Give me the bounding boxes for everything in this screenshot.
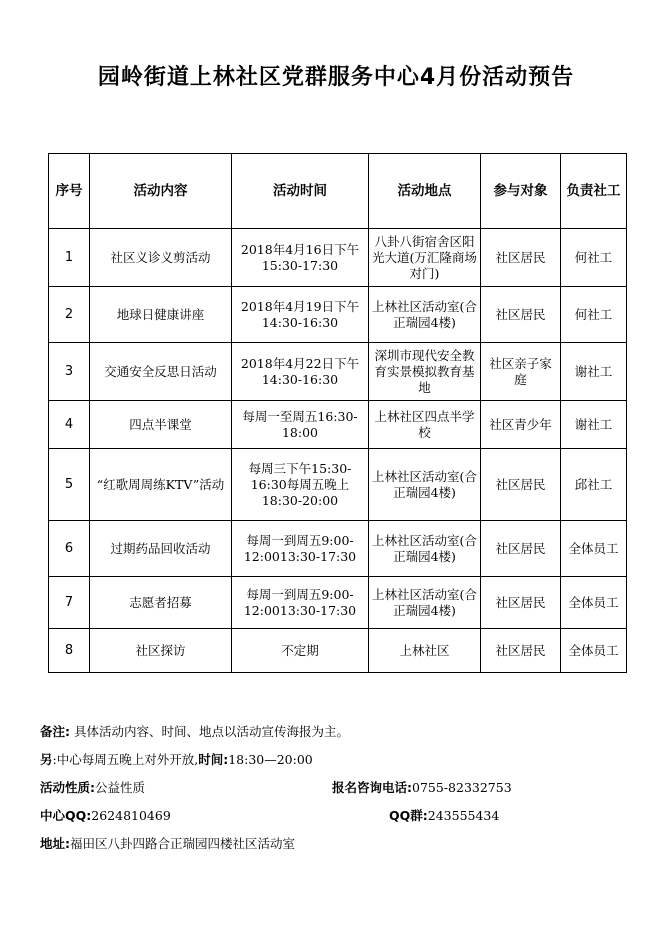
- nature-text: 公益性质: [95, 780, 146, 795]
- page-title: 园岭街道上林社区党群服务中心4月份活动预告: [97, 65, 575, 90]
- row-place: 上林社区活动室(合正瑞园4楼): [369, 577, 481, 629]
- table-row: [49, 577, 627, 629]
- row-time: 2018年4月19日下午14:30-16:30: [232, 287, 369, 343]
- address-label: 地址:: [40, 836, 70, 851]
- table-row: [49, 449, 627, 521]
- remark-label: 备注:: [40, 724, 70, 739]
- time-label: 时间:: [198, 752, 229, 767]
- row-staff: 何社工: [561, 229, 627, 287]
- row-place: 上林社区活动室(合正瑞园4楼): [369, 521, 481, 577]
- row-time: 每周三下午15:30-16:30每周五晚上18:30-20:00: [232, 449, 369, 521]
- table-row: [49, 287, 627, 343]
- table-row: [49, 343, 627, 401]
- row-staff: 全体员工: [561, 577, 627, 629]
- address-text: 福田区八卦四路合正瑞园四楼社区活动室: [70, 836, 296, 851]
- table-row: [49, 521, 627, 577]
- header-staff: 负责社工: [561, 154, 627, 229]
- address-line: [40, 830, 640, 858]
- qq-group-block: [389, 802, 499, 830]
- row-place: 上林社区活动室(合正瑞园4楼): [369, 287, 481, 343]
- row-staff: 全体员工: [561, 521, 627, 577]
- header-target: 参与对象: [481, 154, 561, 229]
- row-content: 地球日健康讲座: [90, 287, 232, 343]
- activity-table: [48, 153, 627, 673]
- row-staff: 何社工: [561, 287, 627, 343]
- row-time: 每周一到周五9:00-12:0013:30-17:30: [232, 577, 369, 629]
- time-text: 18:30—20:00: [228, 752, 313, 767]
- row-content: 社区义诊义剪活动: [90, 229, 232, 287]
- row-no: 7: [49, 577, 90, 629]
- header-no: 序号: [49, 154, 90, 229]
- row-target: 社区居民: [481, 577, 561, 629]
- row-place: 深圳市现代安全教育实景模拟教育基地: [369, 343, 481, 401]
- row-target: 社区居民: [481, 287, 561, 343]
- table-row: [49, 401, 627, 449]
- row-no: 8: [49, 629, 90, 673]
- header-time: 活动时间: [232, 154, 369, 229]
- table-row: [49, 629, 627, 673]
- row-place: 上林社区: [369, 629, 481, 673]
- qq-line: [40, 802, 640, 830]
- table-header-row: [49, 154, 627, 229]
- row-no: 6: [49, 521, 90, 577]
- row-time: 每周一至周五16:30-18:00: [232, 401, 369, 449]
- remark-line: [40, 718, 640, 746]
- header-place: 活动地点: [369, 154, 481, 229]
- remark-text: 具体活动内容、时间、地点以活动宣传海报为主。: [73, 724, 349, 739]
- row-no: 4: [49, 401, 90, 449]
- row-content: 社区探访: [90, 629, 232, 673]
- row-target: 社区居民: [481, 449, 561, 521]
- row-content: 四点半课堂: [90, 401, 232, 449]
- header-content: 活动内容: [90, 154, 232, 229]
- qq-group-text: 243555434: [427, 808, 500, 823]
- row-staff: 全体员工: [561, 629, 627, 673]
- row-place: 八卦八街宿舍区阳光大道(万汇隆商场对门): [369, 229, 481, 287]
- row-target: 社区青少年: [481, 401, 561, 449]
- row-content: 志愿者招募: [90, 577, 232, 629]
- row-target: 社区居民: [481, 229, 561, 287]
- qq-label: 中心QQ:: [40, 808, 92, 823]
- phone-text: 0755-82332753: [412, 780, 512, 795]
- row-content: 过期药品回收活动: [90, 521, 232, 577]
- row-target: 社区居民: [481, 629, 561, 673]
- row-no: 1: [49, 229, 90, 287]
- opening-line: [40, 746, 640, 774]
- notes-section: [40, 718, 640, 858]
- row-content: “红歌周周练KTV”活动: [90, 449, 232, 521]
- row-content: 交通安全反思日活动: [90, 343, 232, 401]
- phone-block: [332, 774, 512, 802]
- also-text: :中心每周五晚上对外开放,: [52, 752, 199, 767]
- nature-label: 活动性质:: [40, 780, 95, 795]
- row-staff: 邱社工: [561, 449, 627, 521]
- row-place: 上林社区四点半学校: [369, 401, 481, 449]
- also-label: 另: [40, 752, 53, 767]
- row-time: 2018年4月16日下午15:30-17:30: [232, 229, 369, 287]
- row-target: 社区居民: [481, 521, 561, 577]
- nature-phone-line: [40, 774, 640, 802]
- row-no: 3: [49, 343, 90, 401]
- row-staff: 谢社工: [561, 401, 627, 449]
- row-no: 5: [49, 449, 90, 521]
- qq-text: 2624810469: [91, 808, 171, 823]
- qq-group-label: QQ群:: [389, 808, 428, 823]
- row-staff: 谢社工: [561, 343, 627, 401]
- phone-label: 报名咨询电话:: [332, 780, 412, 795]
- row-no: 2: [49, 287, 90, 343]
- row-time: 不定期: [232, 629, 369, 673]
- row-place: 上林社区活动室(合正瑞园4楼): [369, 449, 481, 521]
- table-row: [49, 229, 627, 287]
- row-time: 2018年4月22日下午14:30-16:30: [232, 343, 369, 401]
- row-target: 社区亲子家庭: [481, 343, 561, 401]
- row-time: 每周一到周五9:00-12:0013:30-17:30: [232, 521, 369, 577]
